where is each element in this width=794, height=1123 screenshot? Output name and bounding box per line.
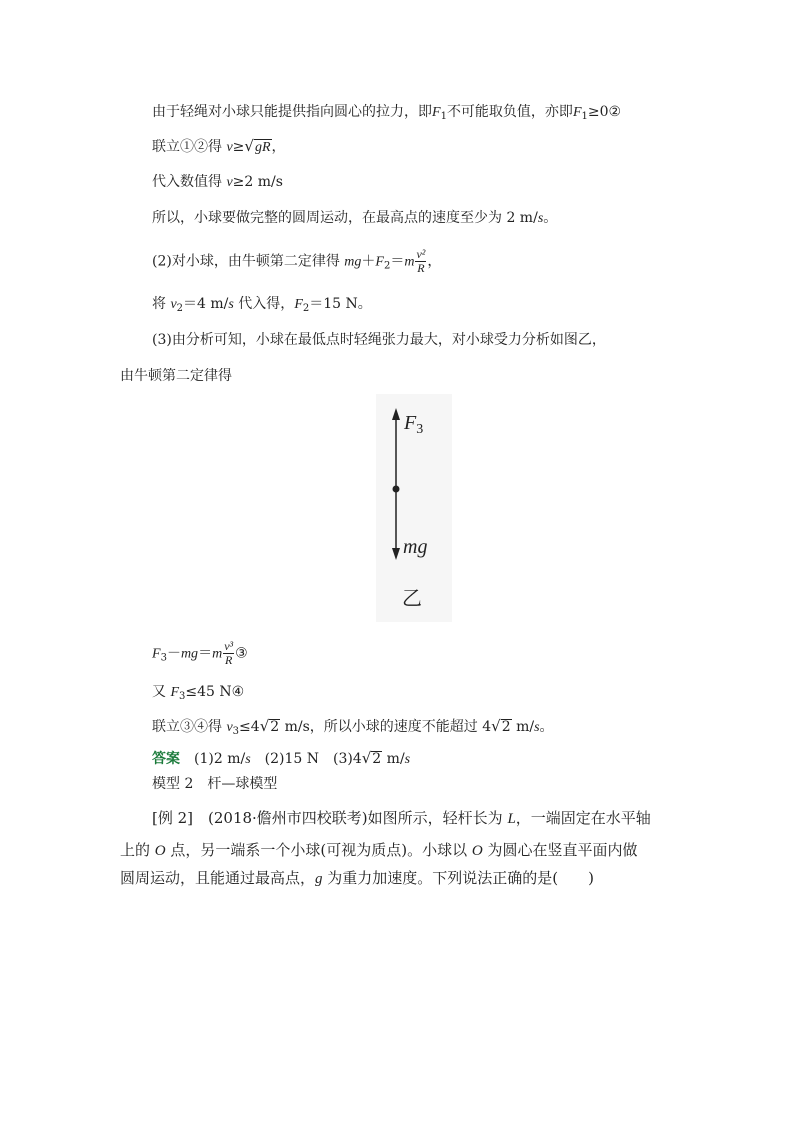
symbol-g: g xyxy=(315,871,323,887)
force-label-f3 xyxy=(404,412,423,438)
text-line-4 xyxy=(152,208,557,229)
text-segment: (1)2 m/ xyxy=(180,751,246,767)
force-diagram xyxy=(376,394,452,622)
symbol-s: s xyxy=(404,752,411,767)
sqrt-sign: √ xyxy=(361,749,372,767)
symbol-s: s xyxy=(228,297,234,312)
text-segment: 所以，小球要做完整的圆周运动，在最高点的速度至少为 2 m/ xyxy=(152,210,538,226)
text-line-9 xyxy=(152,640,248,669)
text-segment: ③ xyxy=(235,645,248,662)
text-line-8: 由牛顿第二定律得 xyxy=(120,368,232,384)
text-segment: ≤4 xyxy=(239,719,260,735)
text-segment: ， xyxy=(427,253,442,270)
label-F: F xyxy=(404,412,417,434)
symbol-F: F xyxy=(152,646,161,662)
subscript: 2 xyxy=(383,260,391,272)
text-line-6 xyxy=(152,294,372,319)
symbol-s: s xyxy=(534,720,540,735)
text-segment: ≤45 N④ xyxy=(185,684,245,700)
text-line-1 xyxy=(152,102,621,127)
symbol-F: F xyxy=(375,254,384,270)
sqrt-content: gR xyxy=(254,140,271,155)
text-segment: 联立③④得 xyxy=(152,719,227,735)
text-segment: ，一端固定在水平轴 xyxy=(515,809,651,827)
text-segment: 由于轻绳对小球只能提供指向圆心的拉力，即 xyxy=(152,104,432,120)
subscript: 2 xyxy=(176,303,184,314)
subscript: 3 xyxy=(416,422,424,437)
figure-caption: 乙 xyxy=(402,586,422,610)
symbol-F: F xyxy=(294,297,303,312)
symbol-L: L xyxy=(507,811,516,827)
symbol-s: s xyxy=(245,752,251,767)
sqrt-content: 2 xyxy=(270,719,280,735)
text-segment: ＝ xyxy=(390,253,405,270)
symbol-mg: mg xyxy=(344,254,362,270)
text-segment: 圆周运动，且能通过最高点， xyxy=(120,869,316,887)
text-segment: 上的 xyxy=(120,841,155,859)
text-segment: m/ xyxy=(511,719,535,735)
text-segment: 代入数值得 xyxy=(152,174,227,190)
text-segment: － xyxy=(166,645,181,662)
sqrt-sign: √ xyxy=(259,717,270,735)
text-segment: 不可能取负值，亦即 xyxy=(446,104,573,120)
text-segment: 为重力加速度。下列说法正确的是( ) xyxy=(322,869,594,887)
fraction xyxy=(223,640,234,667)
text-segment: 。 xyxy=(543,210,558,226)
fraction-denominator: R xyxy=(417,261,425,275)
text-segment: ＋ xyxy=(361,253,376,270)
text-segment: m/s，所以小球的速度不能超过 4 xyxy=(280,719,492,735)
text-line-3 xyxy=(152,172,283,193)
subscript: 1 xyxy=(440,111,447,122)
text-segment: ＝ xyxy=(198,645,213,662)
text-segment: ， xyxy=(271,139,286,155)
text-segment: ＝4 m/ xyxy=(183,296,229,312)
fraction-numerator: v² xyxy=(416,247,426,261)
symbol-s: s xyxy=(537,211,544,226)
fraction-numerator: v³ xyxy=(224,639,234,653)
arrow-down-icon xyxy=(392,548,400,560)
arrow-up-icon xyxy=(392,408,400,420)
fraction-denominator: R xyxy=(224,653,233,667)
text-segment: (2)对小球，由牛顿第二定律得 xyxy=(152,253,345,270)
subscript: 3 xyxy=(232,726,240,737)
text-segment: 为圆心在竖直平面内做 xyxy=(482,841,638,859)
text-line-2 xyxy=(152,136,286,158)
symbol-v: v xyxy=(226,175,233,190)
sqrt-content: 2 xyxy=(372,751,382,767)
ball-dot xyxy=(393,486,400,493)
symbol-v: v xyxy=(226,140,233,155)
text-segment: ≥2 m/s xyxy=(232,174,283,190)
symbol-O: O xyxy=(471,843,483,859)
text-segment: m/ xyxy=(382,751,405,767)
answer-line xyxy=(152,748,410,770)
sqrt-sign: √ xyxy=(244,137,254,155)
text-segment: [例 2] (2018·儋州市四校联考)如图所示，轻杆长为 xyxy=(152,809,508,827)
symbol-v: v xyxy=(226,720,233,735)
text-line-7: (3)由分析可知，小球在最低点时轻绳张力最大，对小球受力分析如图乙， xyxy=(152,332,606,348)
subscript: 3 xyxy=(160,652,167,664)
text-line-15 xyxy=(120,840,638,861)
section-heading: 模型 2 杆—球模型 xyxy=(152,776,278,792)
text-line-16 xyxy=(120,868,594,889)
symbol-F: F xyxy=(432,105,441,120)
answer-label: 答案 xyxy=(152,751,180,767)
text-line-10 xyxy=(152,682,244,707)
subscript: 1 xyxy=(581,111,588,122)
text-segment: 点，另一端系一个小球(可视为质点)。小球以 xyxy=(165,841,472,859)
text-segment: 将 xyxy=(152,296,171,312)
sqrt-content: 2 xyxy=(501,719,511,735)
text-segment: ≥ xyxy=(232,139,245,155)
symbol-m: m xyxy=(404,254,415,270)
symbol-O: O xyxy=(154,843,166,859)
text-segment: ＝15 N。 xyxy=(309,296,372,312)
symbol-m: m xyxy=(212,646,223,662)
text-segment: 。 xyxy=(539,719,554,735)
text-segment: 又 xyxy=(152,684,171,700)
text-segment: 联立①②得 xyxy=(152,139,227,155)
subscript: 3 xyxy=(179,691,186,702)
sqrt-sign: √ xyxy=(491,717,501,735)
text-line-11 xyxy=(152,716,554,742)
force-label-mg: mg xyxy=(403,536,428,558)
text-segment: ≥0② xyxy=(587,104,622,120)
symbol-F: F xyxy=(170,685,180,700)
symbol-F: F xyxy=(572,105,582,120)
fraction xyxy=(415,248,426,275)
text-line-14 xyxy=(152,808,651,829)
symbol-v: v xyxy=(170,297,177,312)
text-segment: (2)15 N (3)4 xyxy=(250,751,362,767)
text-line-5 xyxy=(152,248,441,277)
symbol-mg: mg xyxy=(180,646,199,662)
subscript: 2 xyxy=(302,303,310,314)
text-segment: 代入得， xyxy=(233,296,295,312)
